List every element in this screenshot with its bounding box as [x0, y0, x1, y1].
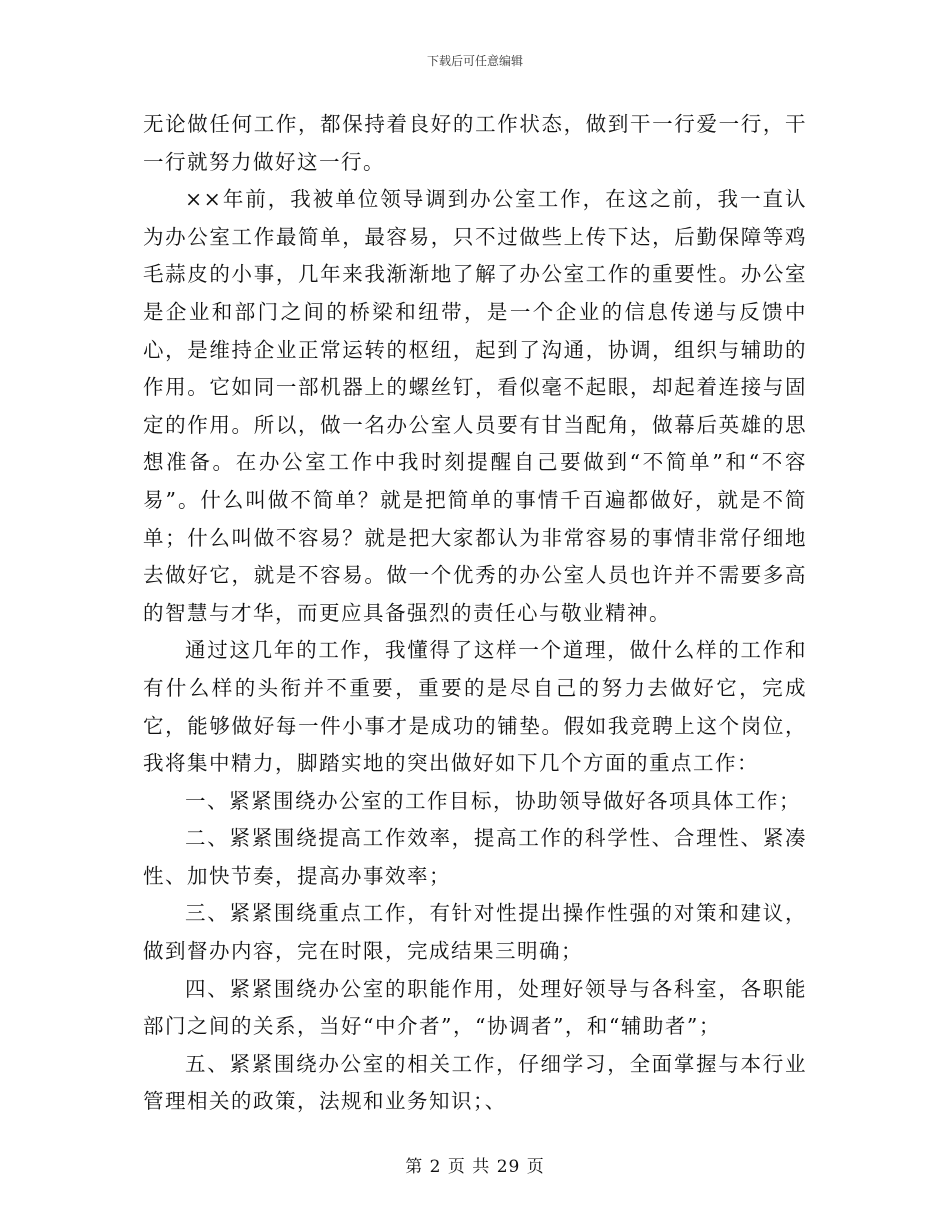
list-item-4: 四、紧紧围绕办公室的职能作用，处理好领导与各科室，各职能部门之间的关系，当好“中介者”，“协调者”，和“辅助者”； [143, 976, 807, 1039]
footer-prefix: 第 [405, 1157, 424, 1177]
document-body [143, 106, 807, 1121]
page-footer [0, 1152, 950, 1177]
list-item-5: 五、紧紧围绕办公室的相关工作，仔细学习，全面掌握与本行业管理相关的政策，法规和业务知识；、 [143, 1051, 807, 1114]
footer-middle: 页 共 [447, 1157, 491, 1177]
paragraph-2: ××年前，我被单位领导调到办公室工作，在这之前，我一直认为办公室工作最简单，最容易，只不过做些上传下达，后勤保障等鸡毛蒜皮的小事，几年来我渐渐地了解了办公室工作的重要性。办公室是企业和部门之间的桥梁和纽带，是一个企业的信息传递与反馈中心，是维持企业正常运转的枢纽，起到了沟通，协调，组织与辅助的作用。它如同一部机器上的螺丝钉，看似毫不起眼，却起着连接与固定的作用。所以，做一名办公室人员要有甘当配角，做幕后英雄的思想准备。在办公室工作中我时刻提醒自己要做到“不简单”和“不容易”。什么叫做不简单？就是把简单的事情千百遍都做好，就是不简单；什么叫做不容易？就是把大家都认为非常容易的事情非常仔细地去做好它，就是不容易。做一个优秀的办公室人员也许并不需要多高的智慧与才华，而更应具备强烈的责任心与敬业精神。 [143, 187, 807, 625]
footer-suffix: 页 [526, 1157, 545, 1177]
paragraph-3: 通过这几年的工作，我懂得了这样一个道理，做什么样的工作和有什么样的头衔并不重要，重要的是尽自己的努力去做好它，完成它，能够做好每一件小事才是成功的铺垫。假如我竞聘上这个岗位，我将集中精力，脚踏实地的突出做好如下几个方面的重点工作： [143, 638, 807, 776]
page-header [0, 52, 950, 69]
footer-total-pages: 29 [496, 1157, 521, 1177]
list-item-2: 二、紧紧围绕提高工作效率，提高工作的科学性、合理性、紧凑性、加快节奏，提高办事效率； [143, 826, 807, 888]
list-item-3: 三、紧紧围绕重点工作，有针对性提出操作性强的对策和建议，做到督办内容，完在时限，完成结果三明确； [143, 901, 807, 964]
footer-page-number: 2 [429, 1157, 442, 1177]
list-item-1: 一、紧紧围绕办公室的工作目标，协助领导做好各项具体工作； [185, 788, 801, 813]
header-note: 下载后可任意编辑 [426, 54, 523, 68]
paragraph-1: 无论做任何工作，都保持着良好的工作状态，做到干一行爱一行，干一行就努力做好这一行。 [143, 112, 807, 174]
